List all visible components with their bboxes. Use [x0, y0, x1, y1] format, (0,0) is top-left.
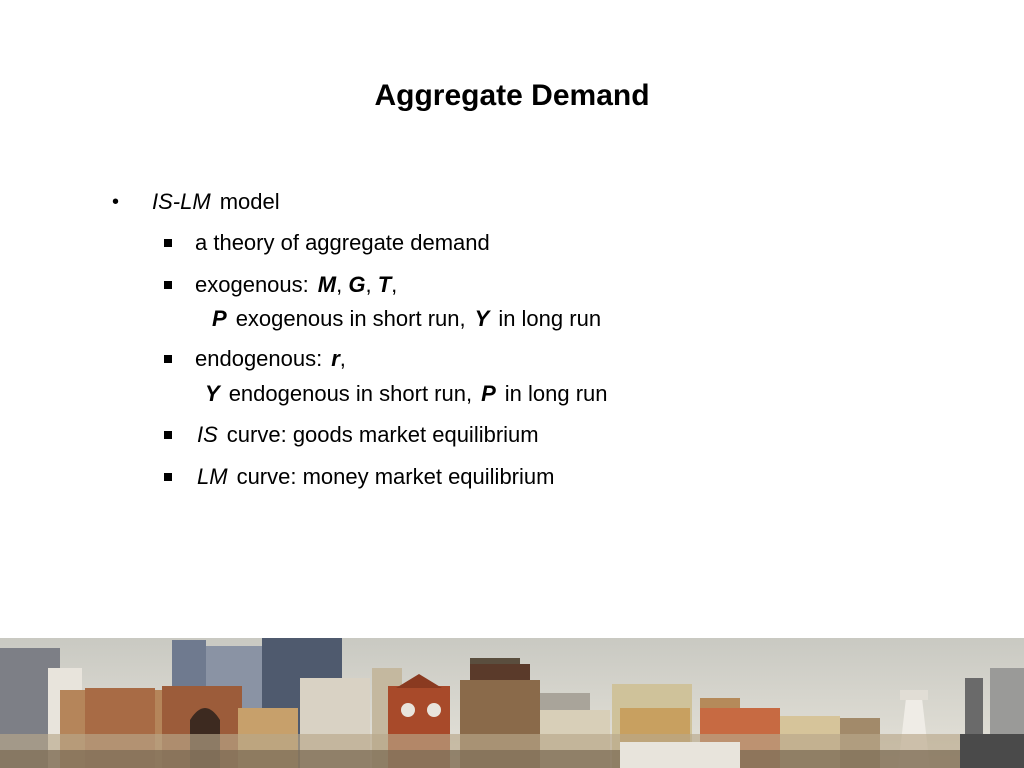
sub-bullet-3-line2 — [205, 379, 608, 409]
var-y: Y — [474, 306, 490, 331]
main-bullet-marker: • — [112, 191, 120, 213]
exogenous-short-run-text: exogenous in short run, — [235, 306, 466, 331]
is-term: IS — [197, 422, 218, 447]
var-g: G — [348, 272, 366, 297]
sub-bullet-marker — [164, 239, 172, 247]
sub-bullet-3-line1: endogenous: r, — [195, 346, 346, 371]
sub-bullet-marker — [164, 281, 172, 289]
sub-bullet-2-line1: exogenous: M, G, T, — [195, 272, 398, 297]
sub-bullet-2-line2 — [212, 304, 601, 334]
exogenous-label: exogenous: — [195, 272, 309, 297]
var-p: P — [481, 381, 496, 406]
endogenous-label: endogenous: — [195, 346, 323, 371]
var-y: Y — [205, 381, 220, 406]
sub-bullet-marker — [164, 473, 172, 481]
sub-bullet-marker — [164, 355, 172, 363]
main-bullet-text — [152, 187, 280, 217]
endogenous-short-run-text: endogenous in short run, — [228, 381, 473, 406]
sub-bullet-marker — [164, 431, 172, 439]
lm-term: LM — [197, 464, 228, 489]
sub-bullet-4 — [197, 420, 539, 450]
sub-bullet-1: a theory of aggregate demand — [195, 230, 490, 255]
var-p: P — [212, 306, 227, 331]
sub-bullet-5 — [197, 462, 554, 492]
is-curve-text: curve: goods market equilibrium — [226, 422, 539, 447]
main-bullet-rest: model — [219, 189, 280, 214]
var-m: M — [317, 272, 337, 297]
lm-curve-text: curve: money market equilibrium — [236, 464, 555, 489]
var-t: T — [377, 272, 392, 297]
var-r: r — [331, 346, 340, 371]
exogenous-long-run-text: in long run — [498, 306, 602, 331]
endogenous-long-run-text: in long run — [504, 381, 608, 406]
city-skyline-image — [0, 638, 1024, 768]
slide-title: Aggregate Demand — [374, 79, 650, 112]
main-bullet-term: IS-LM — [152, 189, 211, 214]
skyline-drawing — [0, 638, 1024, 768]
